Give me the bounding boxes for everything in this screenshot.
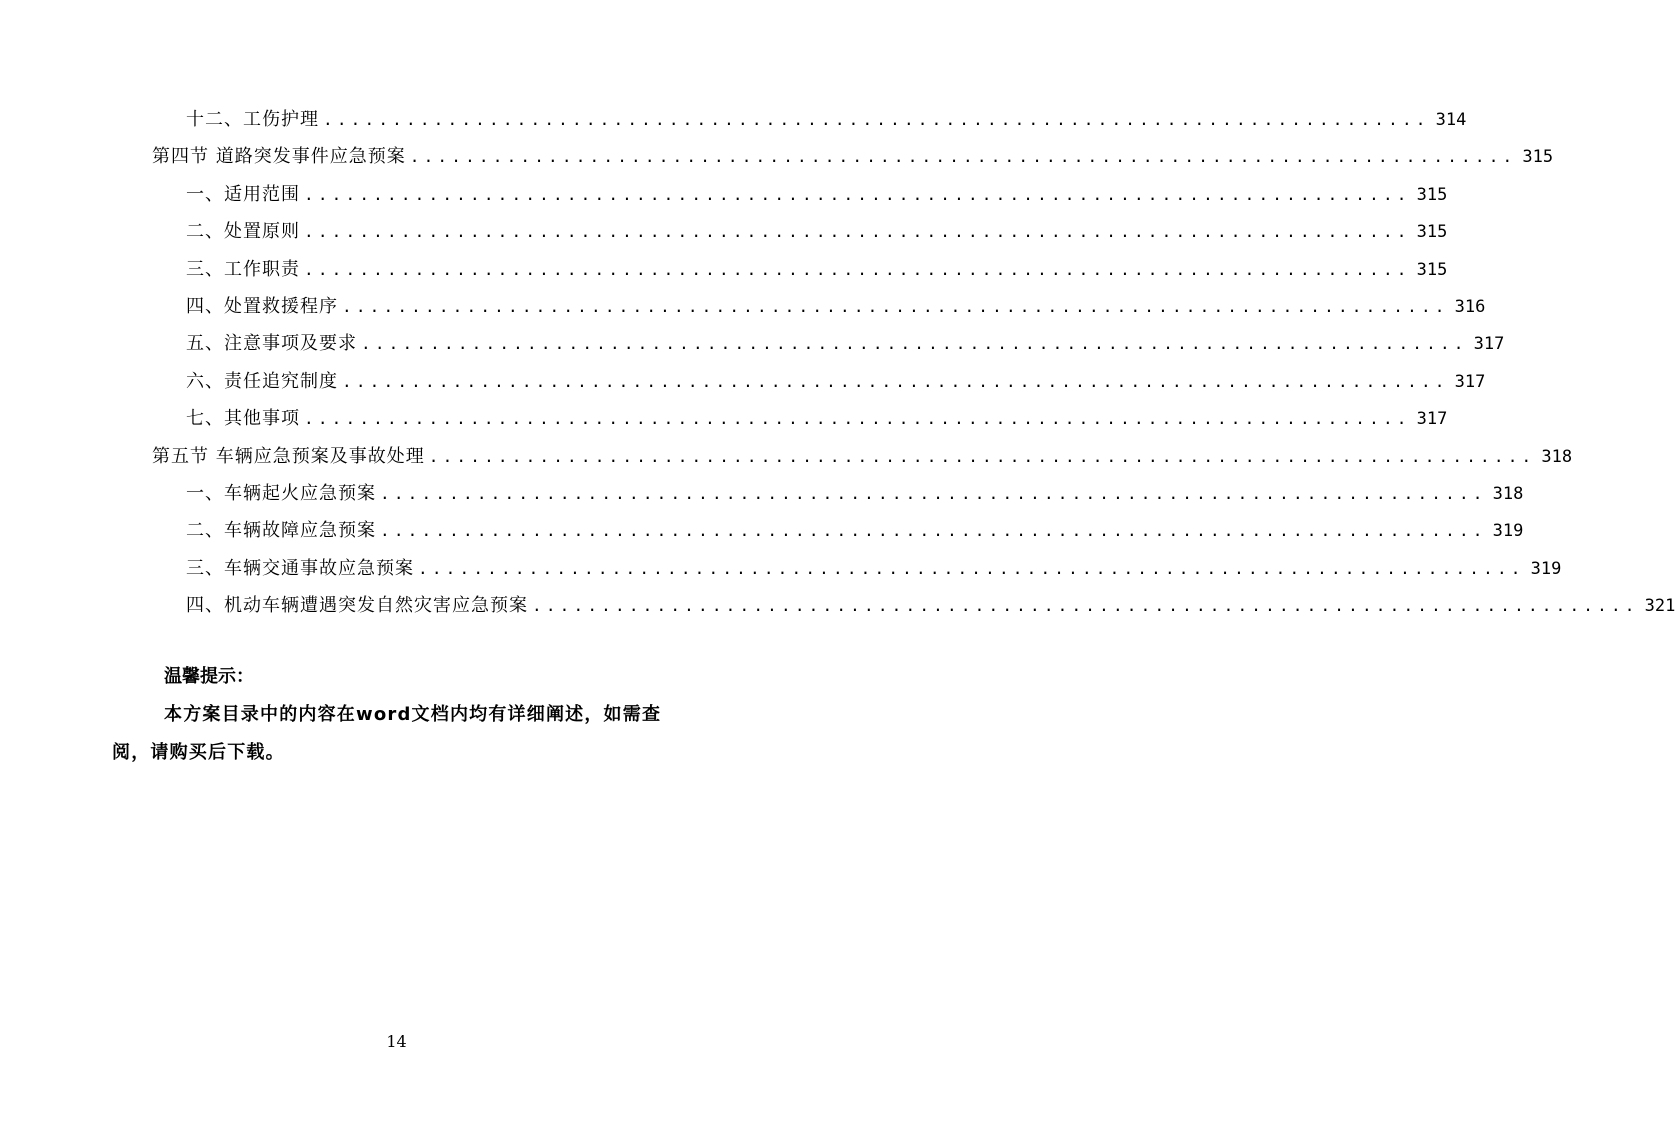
toc-entry[interactable] [0, 587, 1675, 624]
toc-entry[interactable] [0, 288, 1486, 325]
toc-dot-leader: ................................................................................ [304, 184, 1411, 204]
toc-entry[interactable] [0, 512, 1524, 549]
toc-entry-page: 319 [1492, 521, 1524, 542]
toc-entry-page: 315 [1416, 259, 1448, 280]
toc-dot-leader: ................................................................................ [380, 521, 1487, 541]
toc-entry[interactable] [0, 400, 1448, 437]
toc-entry-page: 319 [1530, 558, 1562, 579]
toc-entry-title: 三、工作职责 [186, 258, 300, 280]
toc-entry[interactable] [0, 550, 1562, 587]
toc-entry-page: 318 [1541, 446, 1573, 467]
toc-entry-title: 第五节 车辆应急预案及事故处理 [152, 445, 425, 467]
toc-entry-title: 四、处置救援程序 [186, 295, 338, 317]
toc-dot-leader: ................................................................................ [532, 596, 1639, 616]
toc-entry[interactable] [0, 325, 1505, 362]
toc-entry[interactable] [0, 138, 1554, 175]
toc-dot-leader: ................................................................................ [323, 110, 1430, 129]
toc-entry[interactable] [0, 363, 1486, 400]
toc-dot-leader: ................................................................................ [304, 409, 1411, 429]
toc-entry[interactable] [0, 101, 1467, 138]
page-number: 14 [386, 1032, 407, 1051]
toc-entry-page: 317 [1473, 334, 1505, 355]
toc-entry[interactable] [0, 213, 1448, 250]
table-of-contents [0, 101, 1675, 624]
toc-entry-page: 315 [1416, 184, 1448, 205]
toc-entry-title: 一、车辆起火应急预案 [186, 482, 376, 504]
notice-title: 温馨提示： [164, 666, 254, 687]
toc-entry-title: 二、车辆故障应急预案 [186, 520, 376, 542]
toc-entry-page: 318 [1492, 483, 1524, 504]
toc-entry-title: 十二、工伤护理 [186, 109, 319, 130]
toc-dot-leader: ................................................................................ [428, 446, 1536, 466]
toc-dot-leader: ................................................................................ [304, 222, 1411, 242]
toc-dot-leader: ................................................................................ [304, 259, 1411, 279]
toc-entry-title: 一、适用范围 [186, 183, 300, 205]
toc-entry-page: 321 [1644, 596, 1675, 617]
toc-dot-leader: ................................................................................ [361, 334, 1468, 354]
toc-entry[interactable] [0, 475, 1524, 512]
toc-dot-leader: ................................................................................ [409, 147, 1517, 167]
toc-dot-leader: ................................................................................ [418, 558, 1525, 578]
toc-entry-title: 四、机动车辆遭遇突发自然灾害应急预案 [186, 595, 528, 617]
toc-entry-title: 二、处置原则 [186, 221, 300, 243]
toc-entry-title: 七、其他事项 [186, 408, 300, 430]
toc-dot-leader: ................................................................................ [342, 296, 1449, 316]
toc-entry-page: 314 [1435, 110, 1467, 130]
toc-entry-title: 第四节 道路突发事件应急预案 [152, 146, 406, 168]
toc-entry[interactable] [0, 438, 1573, 475]
toc-entry[interactable] [0, 251, 1448, 288]
warm-tip-notice [112, 658, 672, 772]
notice-body: 本方案目录中的内容在word文档内均有详细阐述，如需查阅，请购买后下载。 [112, 704, 662, 763]
toc-entry-page: 315 [1522, 147, 1554, 168]
toc-entry-page: 317 [1454, 371, 1486, 392]
toc-entry-page: 317 [1416, 409, 1448, 430]
toc-entry-title: 三、车辆交通事故应急预案 [186, 557, 414, 579]
toc-dot-leader: ................................................................................ [342, 371, 1449, 391]
toc-entry-page: 316 [1454, 296, 1486, 317]
toc-entry[interactable] [0, 176, 1448, 213]
toc-dot-leader: ................................................................................ [380, 483, 1487, 503]
toc-entry-title: 六、责任追究制度 [186, 370, 338, 392]
toc-entry-title: 五、注意事项及要求 [186, 333, 357, 355]
toc-entry-page: 315 [1416, 222, 1448, 243]
